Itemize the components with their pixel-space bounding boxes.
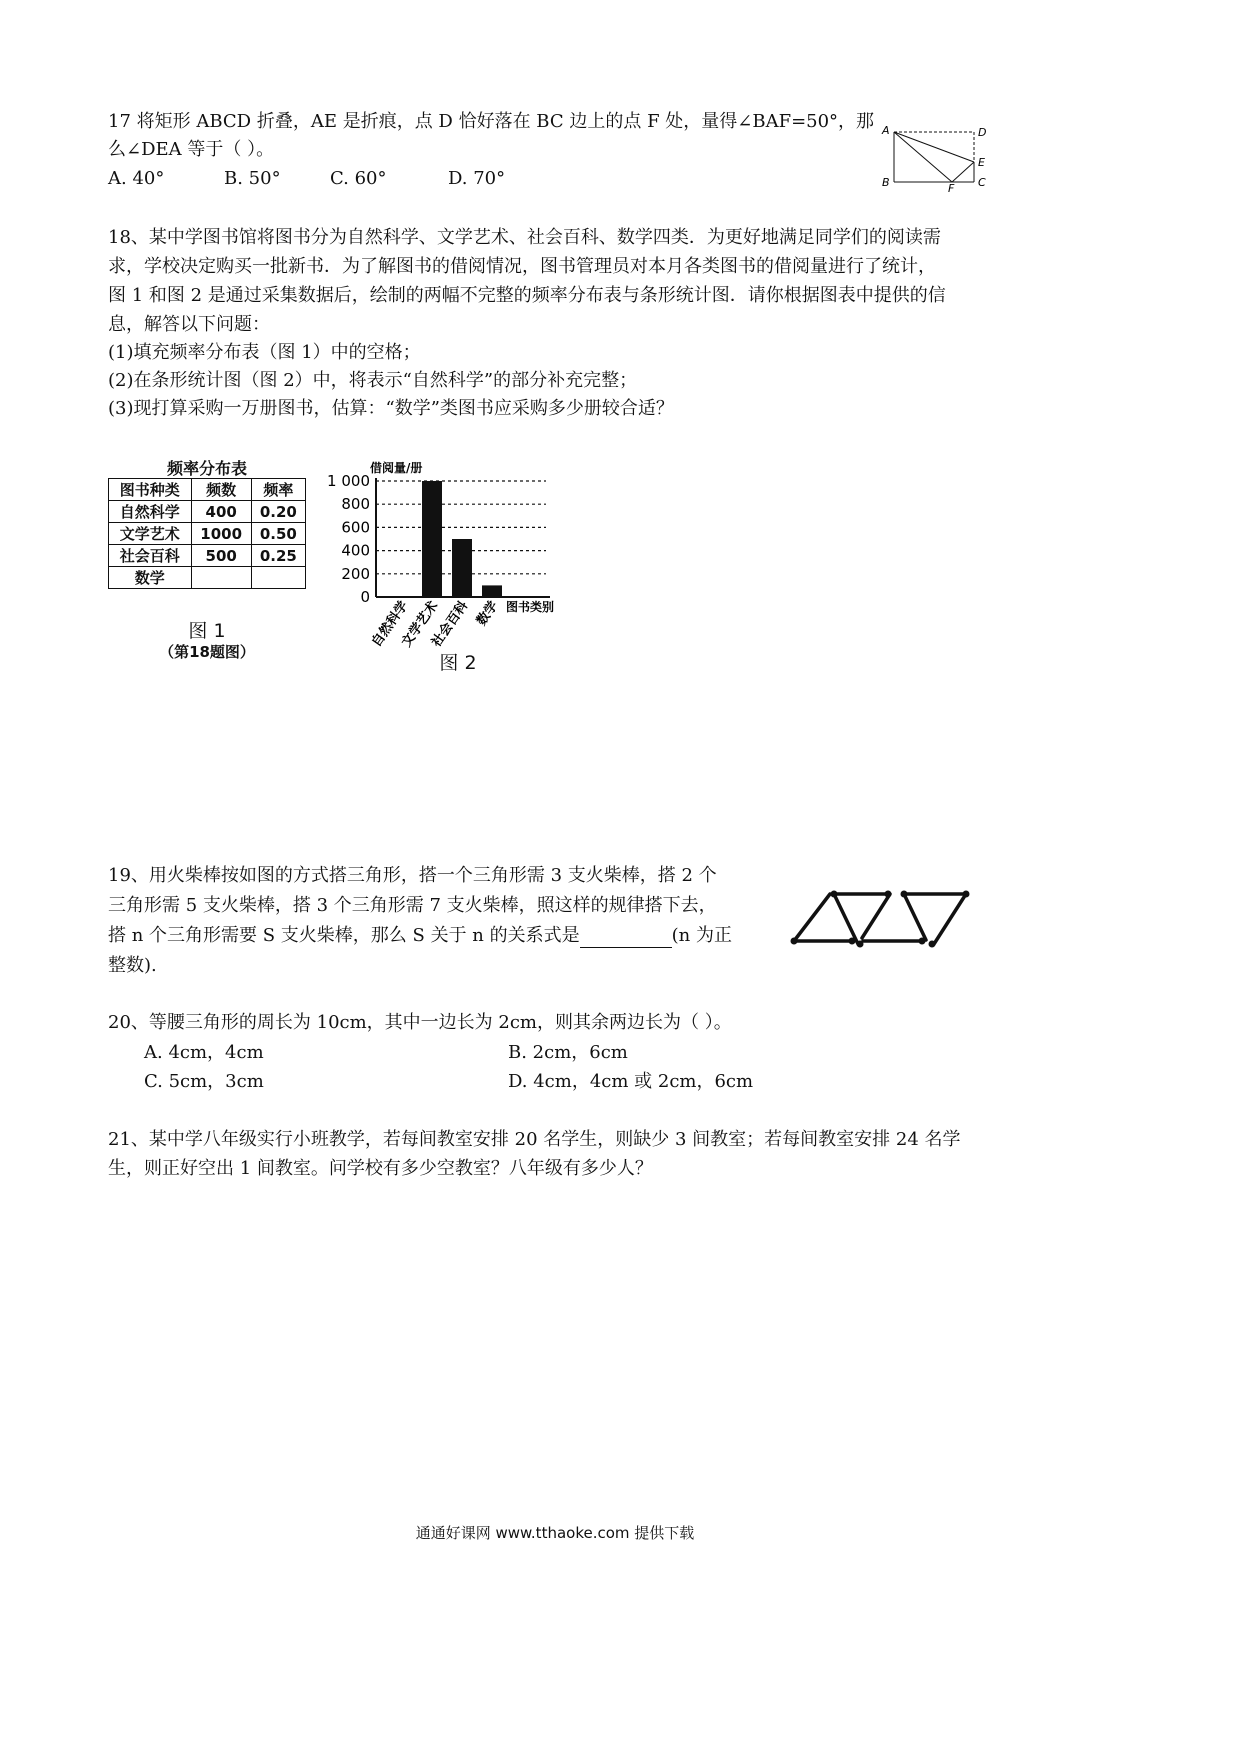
- q19-line4: 整数).: [108, 955, 157, 976]
- header-frequency: 频率: [251, 479, 305, 501]
- y-tick-label: 800: [341, 495, 370, 514]
- label-f: F: [948, 182, 955, 192]
- q17-rectangle-figure: [878, 120, 998, 192]
- table-cell: 1000: [191, 523, 251, 545]
- frequency-table: [108, 478, 306, 589]
- header-count: 频数: [191, 479, 251, 501]
- q18-line2: 求，学校决定购买一批新书．为了解图书的借阅情况，图书管理员对本月各类图书的借阅量进行了统计，: [108, 256, 936, 277]
- q17-option-d: D. 70°: [448, 168, 506, 189]
- y-tick-label: 600: [341, 518, 370, 537]
- label-b: B: [882, 176, 890, 189]
- footer-credit: 通通好课网 www.tthaoke.com 提供下载: [415, 1524, 695, 1542]
- q21-line1: 21、某中学八年级实行小班教学，若每间教室安排 20 名学生，则缺少 3 间教室；若每间教室安排 24 名学: [108, 1129, 961, 1150]
- q18-part1: (1)填充频率分布表（图 1）中的空格；: [108, 342, 421, 363]
- q20-option-a: A. 4cm，4cm: [144, 1042, 264, 1063]
- table-cell: 数学: [109, 567, 192, 589]
- y-tick-label: 400: [341, 541, 370, 560]
- q20-option-d: D. 4cm，4cm 或 2cm，6cm: [508, 1071, 754, 1092]
- table-cell: 社会百科: [109, 545, 192, 567]
- table-cell: 0.20: [251, 501, 305, 523]
- y-axis-label: 借阅量/册: [370, 461, 423, 475]
- q18-part2: (2)在条形统计图（图 2）中，将表示“自然科学”的部分补充完整；: [108, 370, 638, 391]
- x-axis-label: 图书类别: [506, 600, 555, 614]
- table-row: [109, 567, 306, 589]
- bar: [422, 481, 442, 597]
- q17-line1: 17 将矩形 ABCD 折叠，AE 是折痕，点 D 恰好落在 BC 边上的点 F 处，量得∠BAF=50°，那: [108, 111, 875, 132]
- q18-line1: 18、某中学图书馆将图书分为自然科学、文学艺术、社会百科、数学四类．为更好地满足同学们的阅读需: [108, 227, 941, 248]
- q17-option-b: B. 50°: [224, 168, 281, 189]
- q18-line4: 息，解答以下问题：: [108, 314, 270, 335]
- x-category-label: 自然科学: [369, 598, 412, 650]
- table-cell: 自然科学: [109, 501, 192, 523]
- table-row: [109, 523, 306, 545]
- bar-chart: [318, 458, 588, 654]
- bar: [452, 539, 472, 597]
- q20-option-c: C. 5cm，3cm: [144, 1071, 264, 1092]
- table-cell: 400: [191, 501, 251, 523]
- x-category-label: 社会百科: [429, 598, 472, 650]
- q19-line2: 三角形需 5 支火柴棒，搭 3 个三角形需 7 支火柴棒，照这样的规律搭下去，: [108, 895, 717, 916]
- label-c: C: [978, 176, 986, 189]
- table-row: [109, 501, 306, 523]
- table-header-row: [109, 479, 306, 501]
- q20-line1: 20、等腰三角形的周长为 10cm，其中一边长为 2cm，则其余两边长为（ ）。: [108, 1012, 732, 1033]
- x-category-label: 文学艺术: [399, 598, 442, 650]
- q19-line3: [108, 924, 732, 948]
- q19-line1: 19、用火柴棒按如图的方式搭三角形，搭一个三角形需 3 支火柴棒，搭 2 个: [108, 865, 717, 886]
- q17-line2: 么∠DEA 等于（ ）。: [108, 139, 275, 160]
- table-cell: 0.50: [251, 523, 305, 545]
- answer-blank: [580, 929, 672, 948]
- table-cell: 500: [191, 545, 251, 567]
- figure1-caption: 图 1: [188, 620, 226, 642]
- table-cell: 0.25: [251, 545, 305, 567]
- label-e: E: [978, 156, 985, 169]
- table-row: [109, 545, 306, 567]
- q18-part3: (3)现打算采购一万册图书，估算：“数学”类图书应采购多少册较合适？: [108, 398, 674, 419]
- y-tick-label: 1 000: [327, 472, 370, 490]
- y-tick-label: 200: [341, 564, 370, 583]
- x-category-label: 数学: [474, 598, 502, 629]
- q21-line2: 生，则正好空出 1 间教室。问学校有多少空教室？八年级有多少人？: [108, 1158, 653, 1179]
- y-tick-label: 0: [360, 588, 370, 606]
- bar: [482, 585, 502, 597]
- table-cell: 文学艺术: [109, 523, 192, 545]
- figure2-caption: 图 2: [439, 652, 477, 674]
- q20-option-b: B. 2cm，6cm: [508, 1042, 628, 1063]
- label-a: A: [882, 124, 890, 137]
- q18-line3: 图 1 和图 2 是通过采集数据后，绘制的两幅不完整的频率分布表与条形统计图．请你根据图表中提供的信: [108, 285, 946, 306]
- q19-line3-end: (n 为正: [671, 925, 732, 946]
- label-d: D: [978, 126, 987, 139]
- q19-line3-text: 搭 n 个三角形需要 S 支火柴棒，那么 S 关于 n 的关系式是: [108, 925, 580, 946]
- q17-option-c: C. 60°: [330, 168, 387, 189]
- figure1-subcaption: （第18题图）: [159, 643, 255, 661]
- table-cell: [251, 567, 305, 589]
- table-title: 频率分布表: [166, 459, 247, 478]
- header-category: 图书种类: [109, 479, 192, 501]
- q17-option-a: A. 40°: [108, 168, 165, 189]
- table-cell: [191, 567, 251, 589]
- matchstick-figure: [786, 884, 976, 956]
